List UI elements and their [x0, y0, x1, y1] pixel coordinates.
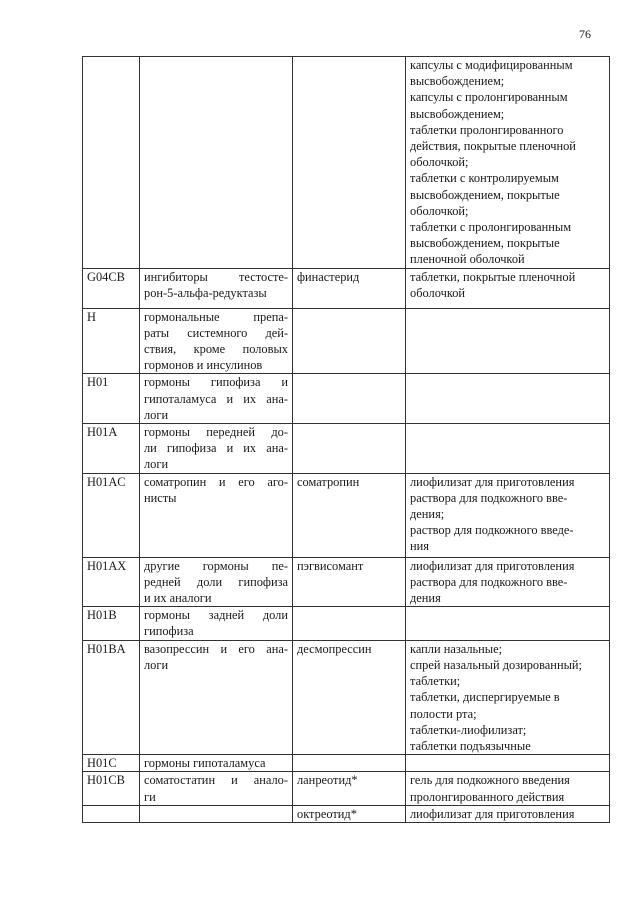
dosage-form-line: лиофилизат для приготовления: [410, 558, 575, 573]
dosage-form-cell: [406, 374, 610, 424]
drug-name-cell: [293, 424, 406, 474]
drug-name-cell: [293, 374, 406, 424]
drug-name-cell: [293, 308, 406, 374]
dosage-form-line: полости рта;: [410, 706, 477, 721]
dosage-form-line: оболочкой;: [410, 203, 469, 218]
dosage-form-line: таблетки, покрытые пленочной: [410, 269, 576, 284]
atc-code-cell: H01C: [83, 755, 140, 772]
anatomical-group-cell: [140, 308, 293, 374]
group-line: логи: [144, 407, 169, 422]
group-line: раты системного дей-: [144, 325, 288, 340]
dosage-form-line: пленочной оболочкой: [410, 252, 525, 267]
table-row: [83, 308, 610, 374]
drug-name-cell: [293, 57, 406, 269]
anatomical-group-cell: [140, 607, 293, 640]
group-line: ствия, кроме половых: [144, 342, 288, 357]
dosage-form-line: капли назальные;: [410, 641, 503, 656]
dosage-form-line: раствор для подкожного введе-: [410, 523, 574, 538]
drug-name-cell: десмопрессин: [293, 640, 406, 754]
group-line: другие гормоны пе-: [144, 558, 288, 573]
group-line: гормонов и инсулинов: [144, 358, 263, 373]
table-row: [83, 805, 610, 822]
dosage-form-line: таблетки с контролируемым: [410, 171, 559, 186]
dosage-form-cell: [406, 805, 610, 822]
atc-code-cell: H01CB: [83, 772, 140, 805]
dosage-form-line: лиофилизат для приготовления: [410, 806, 575, 821]
dosage-form-line: таблетки;: [410, 674, 461, 689]
anatomical-group-cell: [140, 424, 293, 474]
group-line: гипоталамуса и их ана-: [144, 391, 288, 406]
group-line: гормоны гипофиза и: [144, 375, 288, 390]
page-number: 76: [579, 27, 591, 41]
anatomical-group-cell: [140, 268, 293, 308]
atc-code-cell: [83, 57, 140, 269]
dosage-form-cell: [406, 268, 610, 308]
atc-code-cell: G04CB: [83, 268, 140, 308]
atc-code-cell: H: [83, 308, 140, 374]
group-line: гормоны передней до-: [144, 425, 288, 440]
dosage-form-line: таблетки с пролонгированным: [410, 220, 572, 235]
atc-code-cell: H01B: [83, 607, 140, 640]
group-line: ингибиторы тестосте-: [144, 269, 288, 284]
atc-code-cell: [83, 805, 140, 822]
table-row: [83, 755, 610, 772]
dosage-form-cell: [406, 424, 610, 474]
dosage-form-line: пролонгированного действия: [410, 789, 565, 804]
dosage-form-line: капсулы с модифицированным: [410, 58, 573, 72]
drug-name-cell: октреотид*: [293, 805, 406, 822]
anatomical-group-cell: [140, 557, 293, 607]
atc-code-cell: H01BA: [83, 640, 140, 754]
dosage-form-cell: [406, 557, 610, 607]
group-line: логи: [144, 657, 169, 672]
drug-table: [82, 56, 610, 823]
group-line: соматропин и его аго-: [144, 474, 288, 489]
dosage-form-cell: [406, 57, 610, 269]
anatomical-group-cell: [140, 805, 293, 822]
dosage-form-cell: [406, 308, 610, 374]
dosage-form-line: таблетки пролонгированного: [410, 122, 564, 137]
anatomical-group-cell: [140, 755, 293, 772]
drug-name-cell: ланреотид*: [293, 772, 406, 805]
group-line: гормоны задней доли: [144, 608, 288, 623]
drug-name-cell: [293, 755, 406, 772]
anatomical-group-cell: [140, 772, 293, 805]
dosage-form-line: раствора для подкожного вве-: [410, 574, 568, 589]
table-row: [83, 640, 610, 754]
dosage-form-line: высвобождением;: [410, 74, 505, 89]
group-line: и их аналоги: [144, 591, 212, 606]
table-row: [83, 374, 610, 424]
atc-code-cell: H01AX: [83, 557, 140, 607]
dosage-form-line: высвобождением, покрытые: [410, 236, 560, 251]
group-line: ли гипофиза и их ана-: [144, 441, 288, 456]
drug-name-cell: финастерид: [293, 268, 406, 308]
drug-name-cell: [293, 607, 406, 640]
dosage-form-line: высвобождением;: [410, 106, 505, 121]
group-line: нисты: [144, 490, 177, 505]
atc-code-cell: H01: [83, 374, 140, 424]
group-line: ги: [144, 789, 156, 804]
dosage-form-line: действия, покрытые пленочной: [410, 139, 576, 154]
anatomical-group-cell: [140, 57, 293, 269]
table-row: [83, 57, 610, 269]
table-row: [83, 607, 610, 640]
anatomical-group-cell: [140, 374, 293, 424]
table-row: [83, 557, 610, 607]
dosage-form-line: гель для подкожного введения: [410, 773, 570, 788]
table-row: [83, 268, 610, 308]
dosage-form-line: лиофилизат для приготовления: [410, 474, 575, 489]
dosage-form-line: капсулы с пролонгированным: [410, 90, 568, 105]
dosage-form-line: высвобождением, покрытые: [410, 187, 560, 202]
group-line: гормоны гипоталамуса: [144, 756, 266, 771]
dosage-form-cell: [406, 640, 610, 754]
dosage-form-line: раствора для подкожного вве-: [410, 490, 568, 505]
dosage-form-line: дения;: [410, 507, 445, 522]
dosage-form-cell: [406, 607, 610, 640]
dosage-form-line: спрей назальный дозированный;: [410, 657, 582, 672]
dosage-form-line: оболочкой;: [410, 155, 469, 170]
dosage-form-cell: [406, 755, 610, 772]
atc-code-cell: H01A: [83, 424, 140, 474]
dosage-form-line: оболочкой: [410, 285, 466, 300]
group-line: гормональные препа-: [144, 309, 288, 324]
dosage-form-line: ния: [410, 539, 429, 554]
dosage-form-line: таблетки подъязычные: [410, 738, 531, 753]
atc-code-cell: H01AC: [83, 473, 140, 557]
table-row: [83, 424, 610, 474]
dosage-form-line: дения: [410, 591, 441, 606]
drug-name-cell: соматропин: [293, 473, 406, 557]
group-line: рон-5-альфа-редуктазы: [144, 285, 267, 300]
dosage-form-line: таблетки-лиофилизат;: [410, 722, 527, 737]
anatomical-group-cell: [140, 640, 293, 754]
table-row: [83, 473, 610, 557]
group-line: соматостатин и анало-: [144, 773, 288, 788]
group-line: вазопрессин и его ана-: [144, 641, 288, 656]
group-line: логи: [144, 457, 169, 472]
dosage-form-cell: [406, 473, 610, 557]
dosage-form-line: таблетки, диспергируемые в: [410, 690, 560, 705]
table-row: [83, 772, 610, 805]
group-line: редней доли гипофиза: [144, 574, 288, 589]
anatomical-group-cell: [140, 473, 293, 557]
group-line: гипофиза: [144, 624, 194, 639]
dosage-form-cell: [406, 772, 610, 805]
drug-name-cell: пэгвисомант: [293, 557, 406, 607]
